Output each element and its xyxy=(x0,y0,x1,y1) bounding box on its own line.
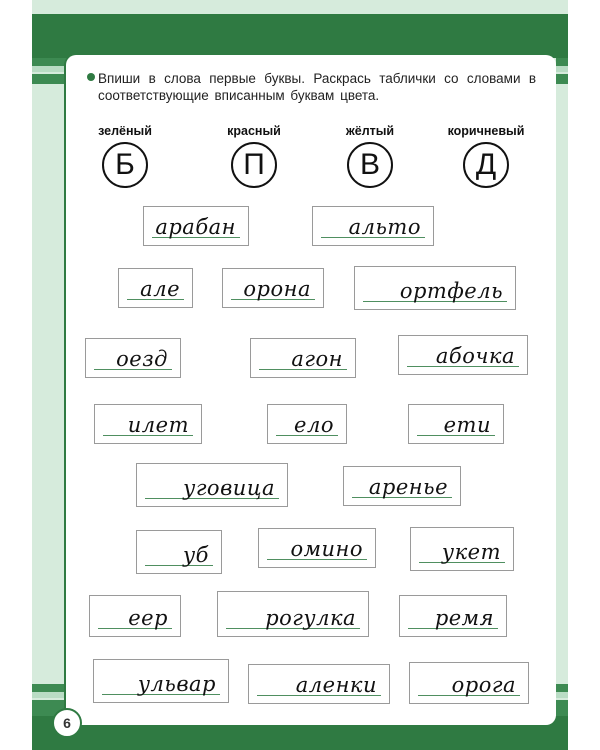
word-card[interactable]: абочка xyxy=(398,335,528,375)
decor-stripe xyxy=(556,684,568,692)
decor-stripe xyxy=(556,700,568,716)
word-card[interactable]: альто xyxy=(312,206,434,246)
decor-stripe xyxy=(32,74,68,84)
decor-stripe xyxy=(556,74,568,84)
word-card[interactable]: илет xyxy=(94,404,202,444)
word-card[interactable]: ремя xyxy=(399,595,507,637)
word-card[interactable]: оезд xyxy=(85,338,181,378)
instruction-text: Впиши в слова первые буквы. Раскрась таблички со словами в соответствующие вписанным буквам цвета. xyxy=(98,71,536,103)
top-band xyxy=(32,14,568,58)
word-card[interactable]: уговица xyxy=(136,463,288,507)
legend-color-name: жёлтый xyxy=(345,124,395,138)
decor-stripe xyxy=(556,58,568,66)
word-card[interactable]: агон xyxy=(250,338,356,378)
word-card[interactable]: укет xyxy=(410,527,514,571)
legend-green xyxy=(70,124,180,188)
legend-color-name: зелёный xyxy=(98,124,152,138)
legend-yellow xyxy=(315,124,425,188)
word-card[interactable]: ело xyxy=(267,404,347,444)
word-card[interactable]: орона xyxy=(222,268,324,308)
word-card[interactable]: ульвар xyxy=(93,659,229,703)
word-card[interactable]: орога xyxy=(409,662,529,704)
word-card[interactable]: але xyxy=(118,268,193,308)
decor-stripe xyxy=(32,692,68,698)
word-card[interactable]: аленки xyxy=(248,664,390,704)
page-number: 6 xyxy=(52,708,82,738)
word-card[interactable]: ети xyxy=(408,404,504,444)
word-card[interactable]: рогулка xyxy=(217,591,369,637)
legend-red xyxy=(199,124,309,188)
legend-letter-circle: П xyxy=(231,142,277,188)
word-card[interactable]: ортфель xyxy=(354,266,516,310)
legend-brown xyxy=(431,124,541,188)
legend-letter-circle: В xyxy=(347,142,393,188)
decor-stripe xyxy=(32,58,68,66)
word-card[interactable]: еер xyxy=(89,595,181,637)
legend-color-name: красный xyxy=(227,124,281,138)
decor-stripe xyxy=(556,692,568,698)
word-card[interactable]: омино xyxy=(258,528,376,568)
legend-letter-circle: Б xyxy=(102,142,148,188)
word-card[interactable]: аренье xyxy=(343,466,461,506)
word-card[interactable]: арабан xyxy=(143,206,249,246)
decor-stripe xyxy=(32,66,68,72)
legend-letter-circle: Д xyxy=(463,142,509,188)
legend-color-name: коричневый xyxy=(447,124,525,138)
decor-stripe xyxy=(32,684,68,692)
decor-stripe xyxy=(556,66,568,72)
word-card[interactable]: уб xyxy=(136,530,222,574)
